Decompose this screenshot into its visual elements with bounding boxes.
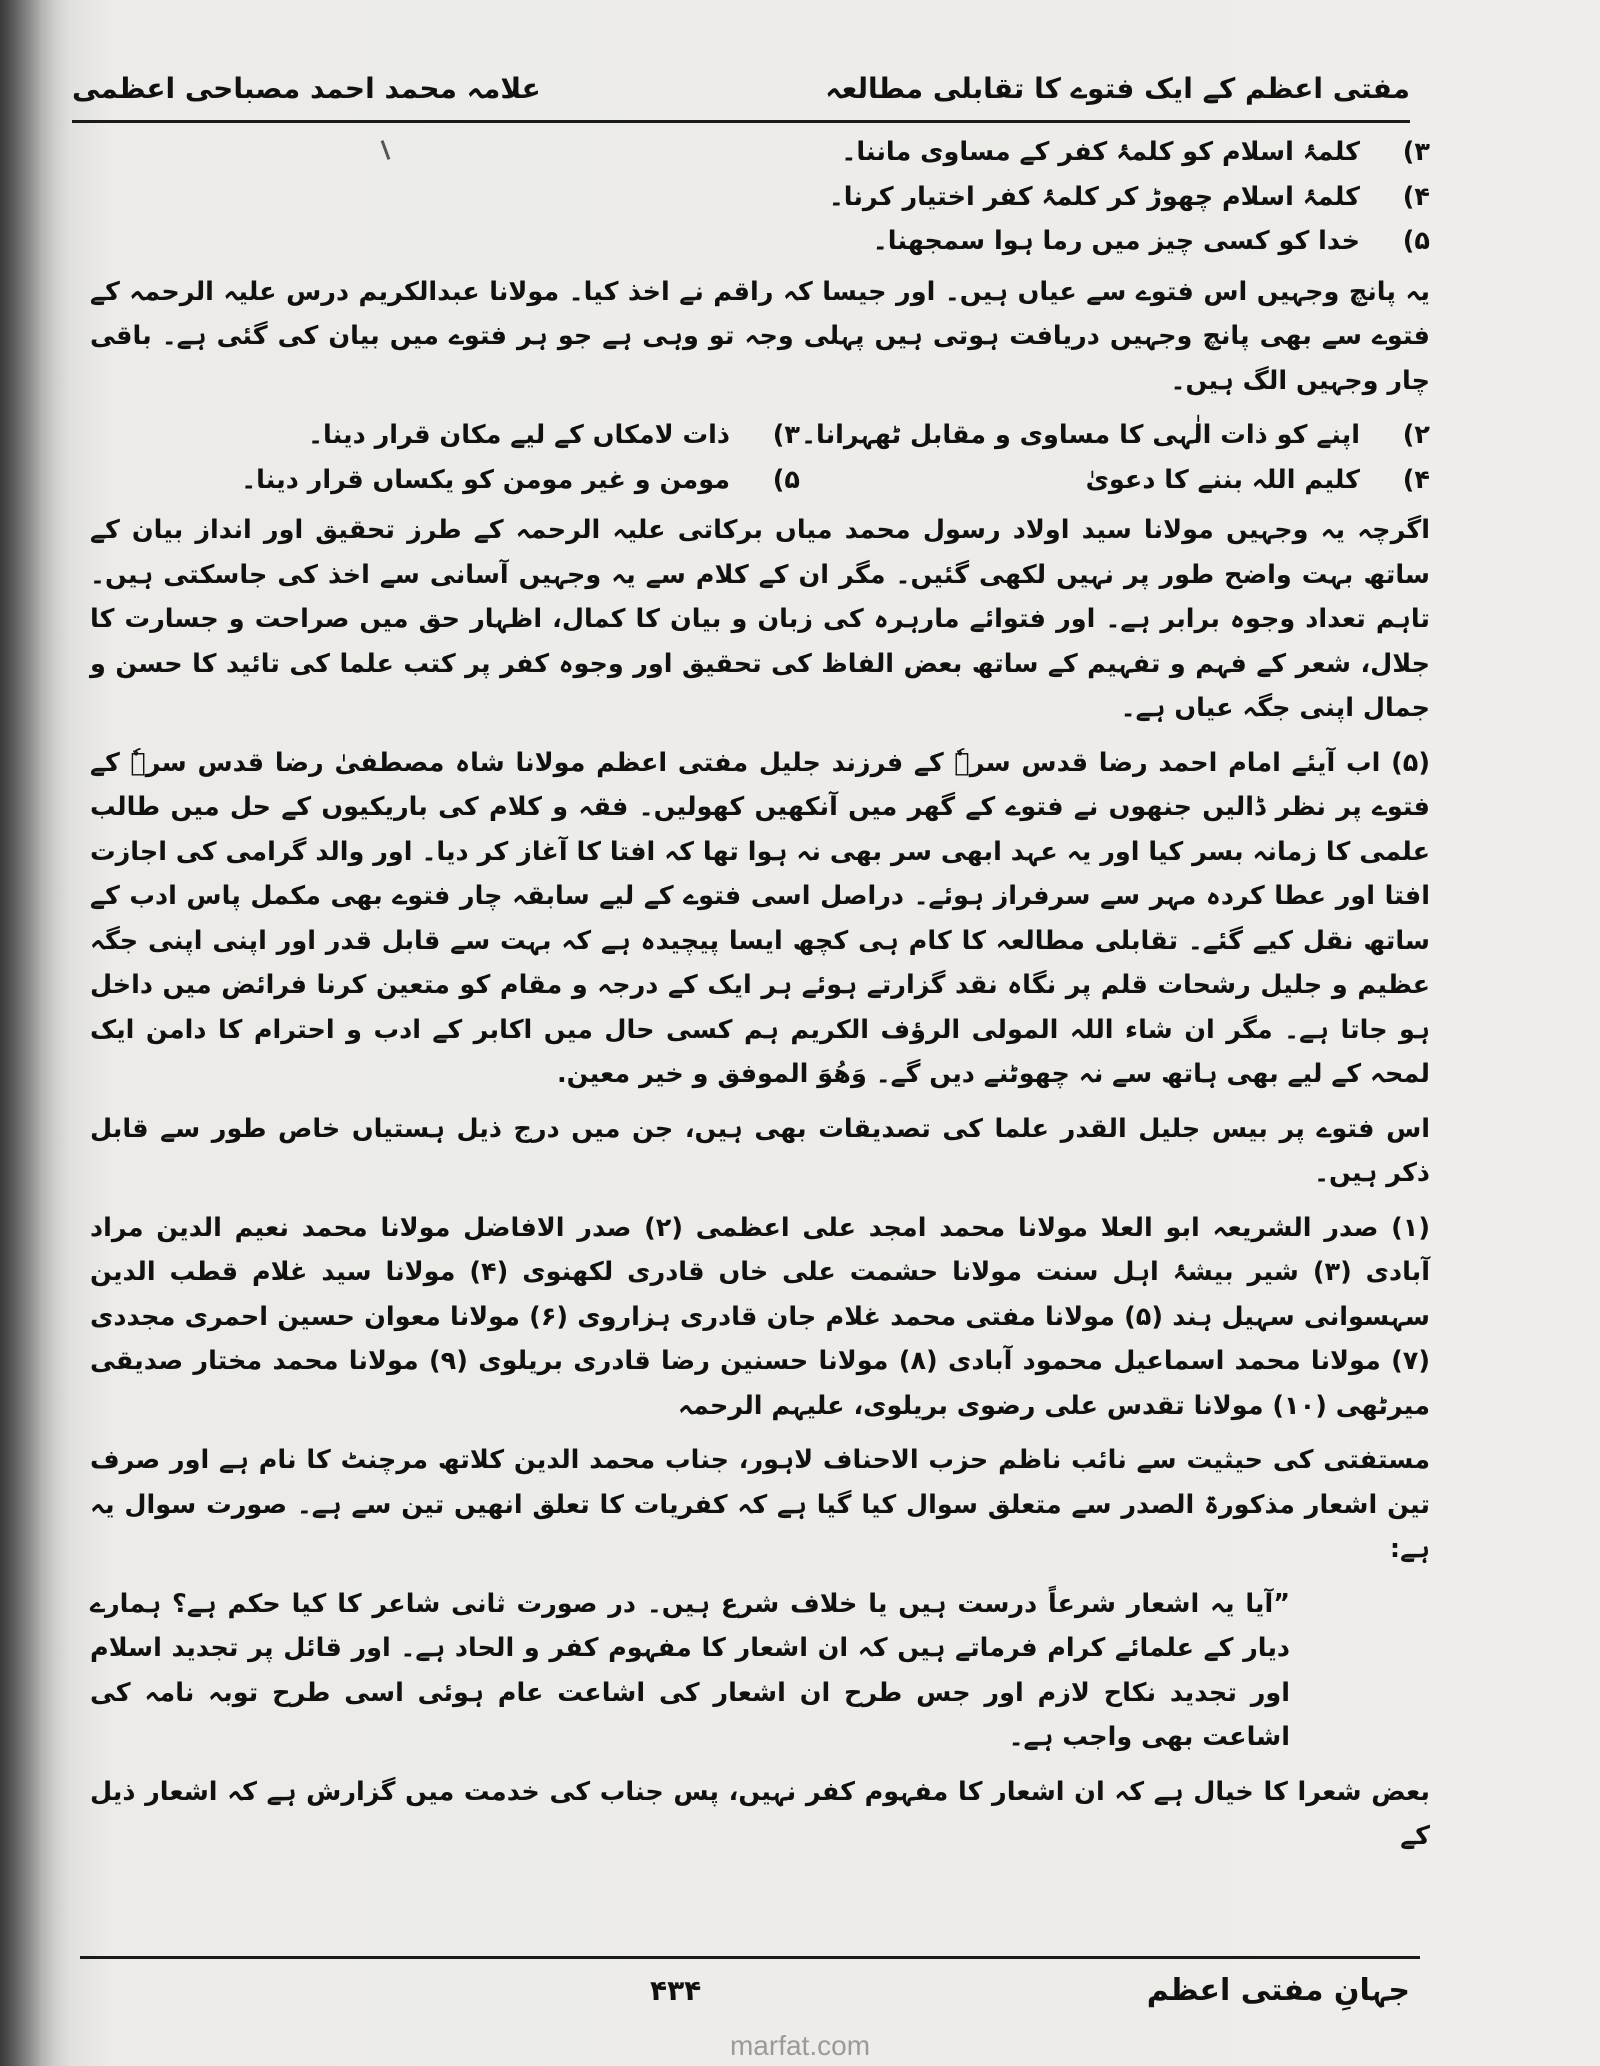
paragraph: اگرچہ یہ وجہیں مولانا سید اولاد رسول محمد میاں برکاتی علیہ الرحمہ کے طرز تحقیق اور انداز بیان کے ساتھ بہت واضح طور پر نہیں لکھی گئیں۔ مگر ان کے کلام سے یہ وجہیں آسانی سے اخذ کی جاسکتی ہیں۔ تاہم تعداد وجوہ برابر ہے۔ اور فتوائے مارہرہ کی زبان و بیان کا کمال، اظہار حق میں صراحت و جسارت کا جلال، شعر کے فہم و تفہیم کے ساتھ بعض الفاظ کی تحقیق اور وجوہ کفر پر کتب علما کی تائید کا حسن و جمال اپنی جگہ عیاں ہے۔	[90, 515, 1430, 723]
list-number: ۵)	[772, 464, 800, 495]
list-text: کلیم اللہ بننے کا دعویٰ	[1085, 464, 1360, 495]
header-author: علامہ محمد احمد مصباحی اعظمی	[72, 71, 541, 105]
list-item	[90, 458, 1430, 503]
list-text: ذات لامکاں کے لیے مکان قرار دینا۔	[308, 420, 730, 450]
list-item	[90, 413, 1430, 458]
paragraph: بعض شعرا کا خیال ہے کہ ان اشعار کا مفہوم کفر نہیں، پس جناب کی خدمت میں گزارش ہے کہ اشعار ذیل کے	[90, 1776, 1430, 1851]
footer-book-title: جہانِ مفتی اعظم	[1146, 1972, 1410, 2008]
list-item	[90, 130, 1430, 175]
footer-divider	[80, 1956, 1420, 1959]
list-text: اپنے کو ذات الٰہی کا مساوی و مقابل ٹھہرانا۔	[801, 420, 1360, 450]
list-number: ۴)	[1402, 464, 1430, 495]
running-header	[72, 58, 1410, 118]
binding-shadow	[0, 0, 70, 2066]
header-divider	[72, 120, 1410, 123]
list-item	[90, 219, 1430, 264]
list-number: ۴)	[1402, 181, 1430, 212]
list-item	[90, 175, 1430, 220]
list-text: مومن و غیر مومن کو یکساں قرار دینا۔	[241, 464, 730, 495]
list-number: ۳)	[772, 420, 800, 450]
page-body	[90, 130, 1430, 1869]
paragraph: مستفتی کی حیثیت سے نائب ناظم حزب الاحناف لاہور، جناب محمد الدین کلاتھ مرچنٹ کا نام ہے اور صرف تین اشعار مذکورۃ الصدر سے متعلق سوال کیا گیا ہے کہ کفریات کا تعلق انھیں تین سے ہے۔ صورت سوال یہ ہے:	[90, 1445, 1430, 1564]
list-text: کلمۂ اسلام چھوڑ کر کلمۂ کفر اختیار کرنا۔	[828, 181, 1360, 212]
quoted-question: ”آیا یہ اشعار شرعاً درست ہیں یا خلاف شرع ہیں۔ در صورت ثانی شاعر کا کیا حکم ہے؟ ہمارے دیار کے علمائے کرام فرماتے ہیں کہ ان اشعار کا مفہوم کفر و الحاد ہے۔ اور قائل پر تجدید اسلام اور تجدید نکاح لازم اور جس طرح ان اشعار کی اشاعت عام ہوئی اسی طرح توبہ نامہ کی اشاعت بھی واجب ہے۔	[90, 1588, 1290, 1752]
list-text: خدا کو کسی چیز میں رما ہوا سمجھنا۔	[872, 226, 1360, 256]
list-number: ۳)	[1402, 137, 1430, 167]
running-footer	[220, 1960, 1410, 2020]
paragraph: (۵) اب آیئے امام احمد رضا قدس سرہٗ کے فرزند جلیل مفتی اعظم مولانا شاہ مصطفیٰ رضا قدس سرہٗ کے فتوے پر نظر ڈالیں جنھوں نے فتوے کے گھر میں آنکھیں کھولیں۔ فقہ و کلام کی باریکیوں کے حل میں طالب علمی کا زمانہ بسر کیا اور یہ عہد ابھی سر بھی نہ ہوا تھا کہ افتا کا آغاز کر دیا۔ اور والد گرامی کی اجازت افتا اور عطا کردہ مہر سے سرفراز ہوئے۔ دراصل اسی فتوے کے لیے سابقہ چار فتوے بھی مکمل پاس ادب کے ساتھ نقل کیے گئے۔ تقابلی مطالعہ کا کام ہی کچھ ایسا پیچیدہ ہے کہ بہت سے قابل قدر اور اپنی اپنی جگہ عظیم و جلیل رشحات قلم پر نگاہ نقد گزارتے ہوئے ہر ایک کے درجہ و مقام کو متعین کرنا فرائض میں داخل ہو جاتا ہے۔ مگر ان شاء اللہ المولی الرؤف الکریم ہم کسی حال میں اکابر کے ادب و احترام کا دامن ایک لمحہ کے لیے بھی ہاتھ سے نہ چھوٹنے دیں گے۔ وَھُوَ الموفق و خیر معین.	[90, 747, 1430, 1089]
paragraph: یہ پانچ وجہیں اس فتوے سے عیاں ہیں۔ اور جیسا کہ راقم نے اخذ کیا۔ مولانا عبدالکریم درس علیہ الرحمہ کے فتوے سے بھی پانچ وجہیں دریافت ہوتی ہیں پہلی وجہ تو وہی ہے جو ہر فتوے میں بیان کی گئی ہے۔ باقی چار وجہیں الگ ہیں۔	[90, 276, 1430, 396]
list-number: ۵)	[1402, 226, 1430, 256]
list-number: ۲)	[1402, 420, 1430, 450]
page-number: ۴۳۴	[650, 1973, 702, 2007]
paragraph: اس فتوے پر بیس جلیل القدر علما کی تصدیقات بھی ہیں، جن میں درج ذیل ہستیاں خاص طور سے قابل ذکر ہیں۔	[90, 1113, 1430, 1188]
watermark: marfat.com	[729, 2030, 871, 2061]
list-text: کلمۂ اسلام کو کلمۂ کفر کے مساوی ماننا۔	[841, 137, 1360, 167]
paragraph: (۱) صدر الشریعہ ابو العلا مولانا محمد امجد علی اعظمی (۲) صدر الافاضل مولانا محمد نعیم الدین مراد آبادی (۳) شیر بیشۂ اہل سنت مولانا حشمت علی خاں قادری لکھنوی (۴) مولانا سید غلام قطب الدین سہسوانی سہیل ہند (۵) مولانا مفتی محمد غلام جان قادری ہزاروی (۶) مولانا معوان حسین احمری مجددی (۷) مولانا محمد اسماعیل محمود آبادی (۸) مولانا حسنین رضا قادری بریلوی (۹) مولانا محمد مختار صدیقی میرٹھی (۱۰) مولانا تقدس علی رضوی بریلوی، علیہم الرحمہ	[90, 1212, 1431, 1421]
header-title: مفتی اعظم کے ایک فتوے کا تقابلی مطالعہ	[825, 71, 1410, 105]
